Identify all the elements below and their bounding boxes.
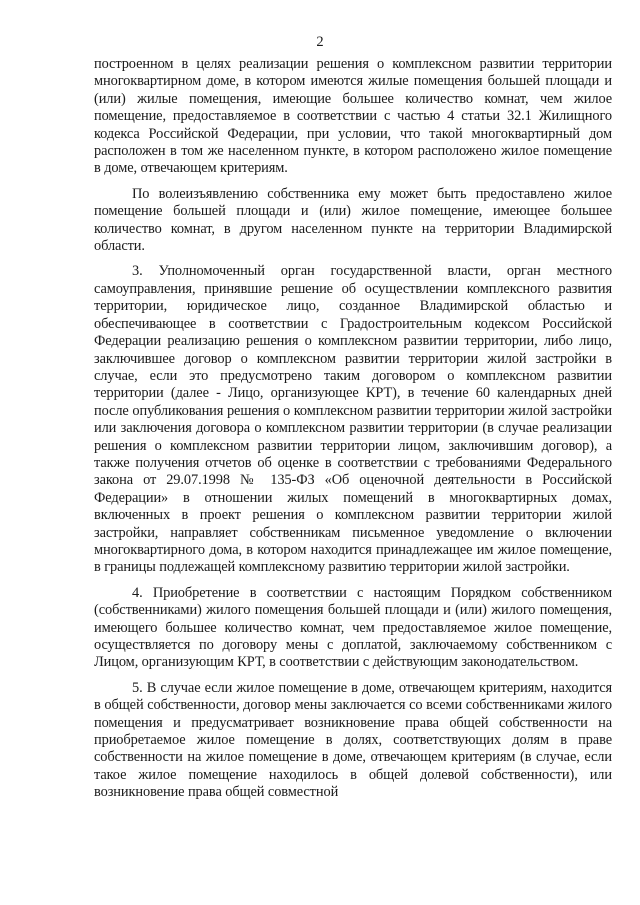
page-number: 2: [316, 34, 324, 50]
paragraph-other-settlement: По волеизъявлению собственника ему может быть предоставлено жилое помещение большей площади и (или) жилое помещение, имеющее большее количество комнат, в другом населенном пункте на территории Владимирской области.: [94, 185, 612, 255]
paragraph-item-4: 4. Приобретение в соответствии с настоящим Порядком собственником (собственниками) жилого помещения большей площади и (или) жилого помещения, имеющего большее количество комнат, чем предоставляемое жилое помещение, осуществляется по договору мены с доплатой, заключаемому собственником с Лицом, организующим КРТ, в соответствии с действующим законодательством.: [94, 584, 612, 671]
paragraph-item-3: 3. Уполномоченный орган государственной власти, орган местного самоуправления, принявшие решение об осуществлении комплексного развития территории, юридическое лицо, созданное Владимирской областью и обеспечивающее в соответствии с Градостроительным кодексом Российской Федерации реализацию решения о комплексном развитии территории, либо лицо, заключившее договор о комплексном развитии территории жилой застройки в случае, если это предусмотрено таким договором о комплексном развитии территории (далее - Лицо, организующее КРТ), в течение 60 календарных дней после опубликования решения о комплексном развитии территории жилой застройки или заключения договора о комплексном развитии территории (в случае реализации решения о комплексном развитии территории лицом, заключившим договор), а также получения отчетов об оценке в соответствии с требованиями Федерального закона от 29.07.1998 № 135-ФЗ «Об оценочной деятельности в Российской Федерации» в отношении жилых помещений в многоквартирных домах, включенных в проект решения о комплексном развитии территории жилой застройки, направляет собственникам письменное уведомление о включении многоквартирного дома, в котором находится принадлежащее им жилое помещение, в границы подлежащей комплексному развитию территории жилой застройки.: [94, 263, 612, 576]
paragraph-continuation: построенном в целях реализации решения о комплексном развитии территории многоквартирном доме, в котором имеются жилые помещения большей площади и (или) жилые помещения, имеющие большее количество комнат, чем жилое помещение, предоставляемое в соответствии с частью 4 статьи 32.1 Жилищного кодекса Российской Федерации, при условии, что такой многоквартирный дом расположен в том же населенном пункте, в котором расположено жилое помещение в доме, отвечающем критериям.: [94, 56, 612, 177]
paragraph-item-5: 5. В случае если жилое помещение в доме, отвечающем критериям, находится в общей собственности, договор мены заключается со всеми собственниками жилого помещения и предусматривает возникновение права общей собственности на приобретаемое жилое помещение в долях, соответствующих долям в праве собственности на жилое помещение в доме, отвечающем критериям (в случае, если такое жилое помещение находилось в общей долевой собственности), или возникновение права общей совместной: [94, 679, 612, 801]
document-body: [94, 56, 612, 802]
